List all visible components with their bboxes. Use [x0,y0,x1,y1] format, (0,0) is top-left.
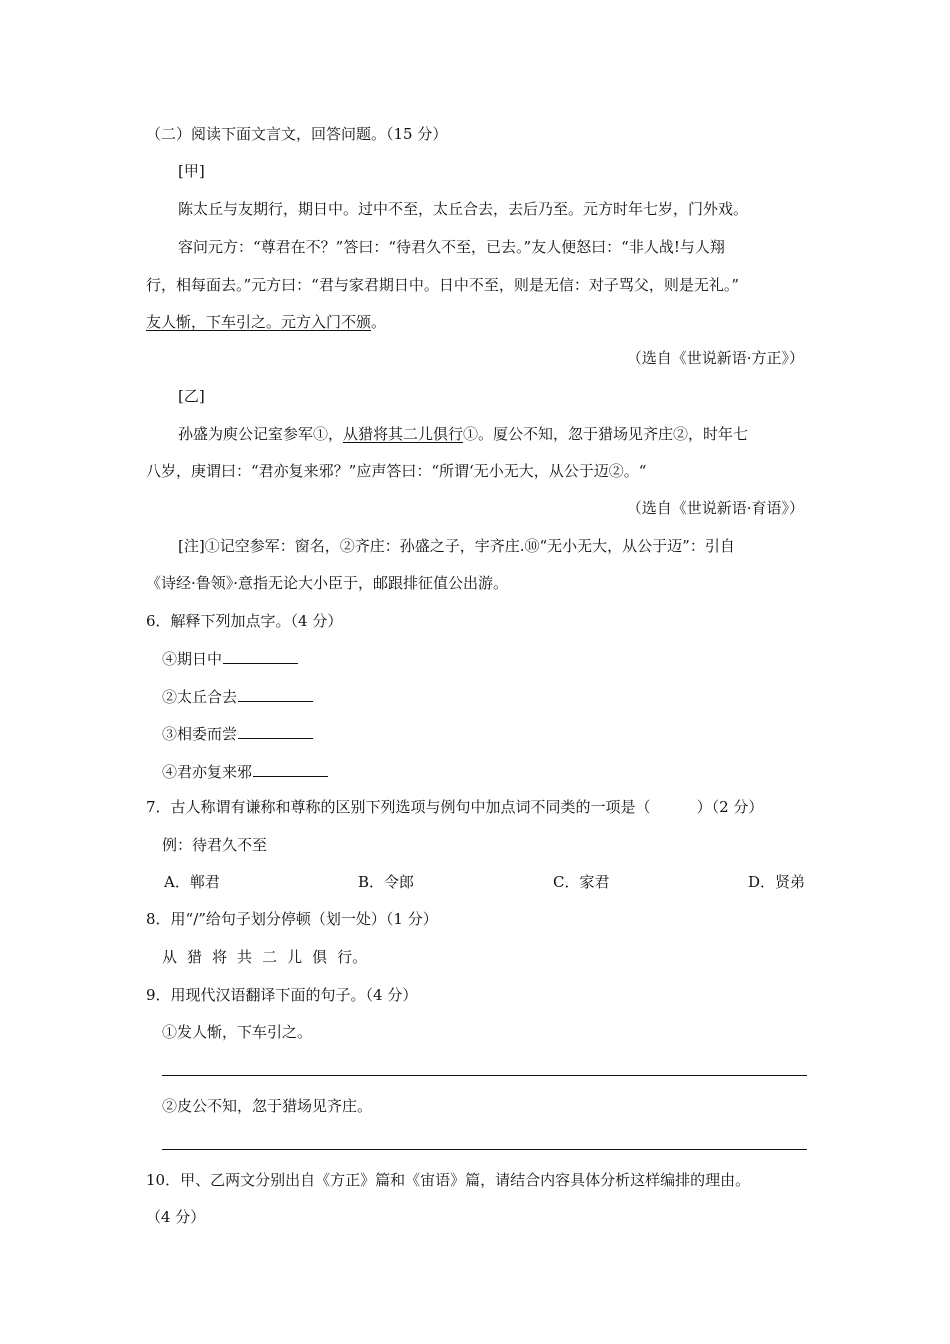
answer-blank[interactable] [253,761,328,777]
jia-paragraph-1: 陈太丘与友期行，期日中。过中不至，太丘合去，去后乃至。元方时年七岁，门外戏。 [178,200,749,218]
underlined-sentence-yi: 从猎将其二儿俱行 [343,425,464,443]
jia-source: （选自《世说新语·方正》） [626,349,804,367]
q6-stem: 6．解释下列加点字。（4 分） [146,612,343,630]
q8-char: 将 [212,948,228,966]
answer-blank[interactable] [223,648,298,664]
note-line-1: [注]①记空参军：窗名，②齐庄：孙盛之子，宇齐庄.⑩“无小无大，从公于迈”：引自 [178,537,735,555]
q6-item-1 [162,648,298,669]
q7-option-b[interactable]: B．令郎 [358,873,415,891]
q8-char: 共 [237,948,253,966]
q7-option-d[interactable]: D．贤弟 [748,873,806,891]
q9-sentence-1: ①发人惭，下车引之。 [162,1023,313,1041]
q9-stem: 9．用现代汉语翻译下面的句子。（4 分） [146,986,418,1004]
q7-stem [146,797,763,817]
q7-option-a[interactable]: A．郸君 [164,873,220,891]
q9-sentence-2: ②皮公不知，忽于猎场见齐庄。 [162,1097,373,1115]
yi-paragraph-line-2: 八岁，庚谓曰：“君亦复来邪？”应声答曰：“所谓‘无小无大，从公于迈②。“ [146,462,647,480]
answer-blank[interactable] [238,686,313,702]
yi-paragraph-line-1 [178,424,748,444]
yi-label: [乙] [178,387,205,405]
yi-text-a: 孙盛为庾公记室参军①， [178,425,344,443]
q8-char: 二 [262,948,278,966]
q8-char: 从 [162,948,178,966]
q6-item-3 [162,723,313,744]
q7-example: 例：待君久不至 [162,836,268,854]
q10-stem-line-1: 10．甲、乙两文分别出自《方正》篇和《宙语》篇，请结合内容具体分析这样编排的理由。 [146,1171,751,1189]
yi-text-b: ①。厦公不知，忽于猎场见齐庄②，时年七 [463,425,749,443]
q6-item-1-text: ④期日中 [162,650,223,668]
jia-paragraph-2-line-3 [146,312,386,332]
q8-stem: 8．用“/”给句子划分停顿（划一处）（1 分） [146,910,438,928]
q6-item-4 [162,761,328,782]
q6-item-2-text: ②太丘合去 [162,688,238,706]
yi-source: （选自《世说新语·育语》） [626,499,804,517]
q8-char: 儿 [287,948,303,966]
q10-stem-line-2: （4 分） [146,1208,206,1226]
jia-label: [甲] [178,162,205,180]
note-line-2: 《诗经·鲁领》·意指无论大小臣于，邮跟排征值公出游。 [146,574,509,592]
underlined-sentence: 友人惭，下车引之。元方入门不颁 [146,313,372,331]
q6-item-4-text: ④君亦复来邪 [162,763,253,781]
answer-line-1[interactable] [162,1075,807,1076]
q7-score: ）（2 分） [696,798,764,816]
section-heading: （二）阅读下面文言文，回答问题。（15 分） [146,125,448,143]
q7-stem-text: 7．古人称谓有谦称和尊称的区别下列选项与例句中加点词不同类的一项是（ [146,798,651,816]
sentence-end: 。 [371,313,387,331]
q8-char: 俱 [312,948,328,966]
q7-option-c[interactable]: C．家君 [553,873,610,891]
q8-char: 猎 [187,948,203,966]
q8-char: 行。 [337,948,368,966]
q6-item-3-text: ③相委而尝 [162,725,238,743]
answer-blank[interactable] [238,723,313,739]
answer-line-2[interactable] [162,1149,807,1150]
q8-sentence [162,947,377,967]
jia-paragraph-2-line-1: 容问元方：“尊君在不？”答曰：“待君久不至，已去。”友人便怒曰：“非人战!与人翔 [178,238,725,256]
q6-item-2 [162,686,313,707]
jia-paragraph-2-line-2: 行，相每面去。”元方曰：“君与家君期日中。日中不至，则是无信：对子骂父，则是无礼。” [146,276,740,294]
